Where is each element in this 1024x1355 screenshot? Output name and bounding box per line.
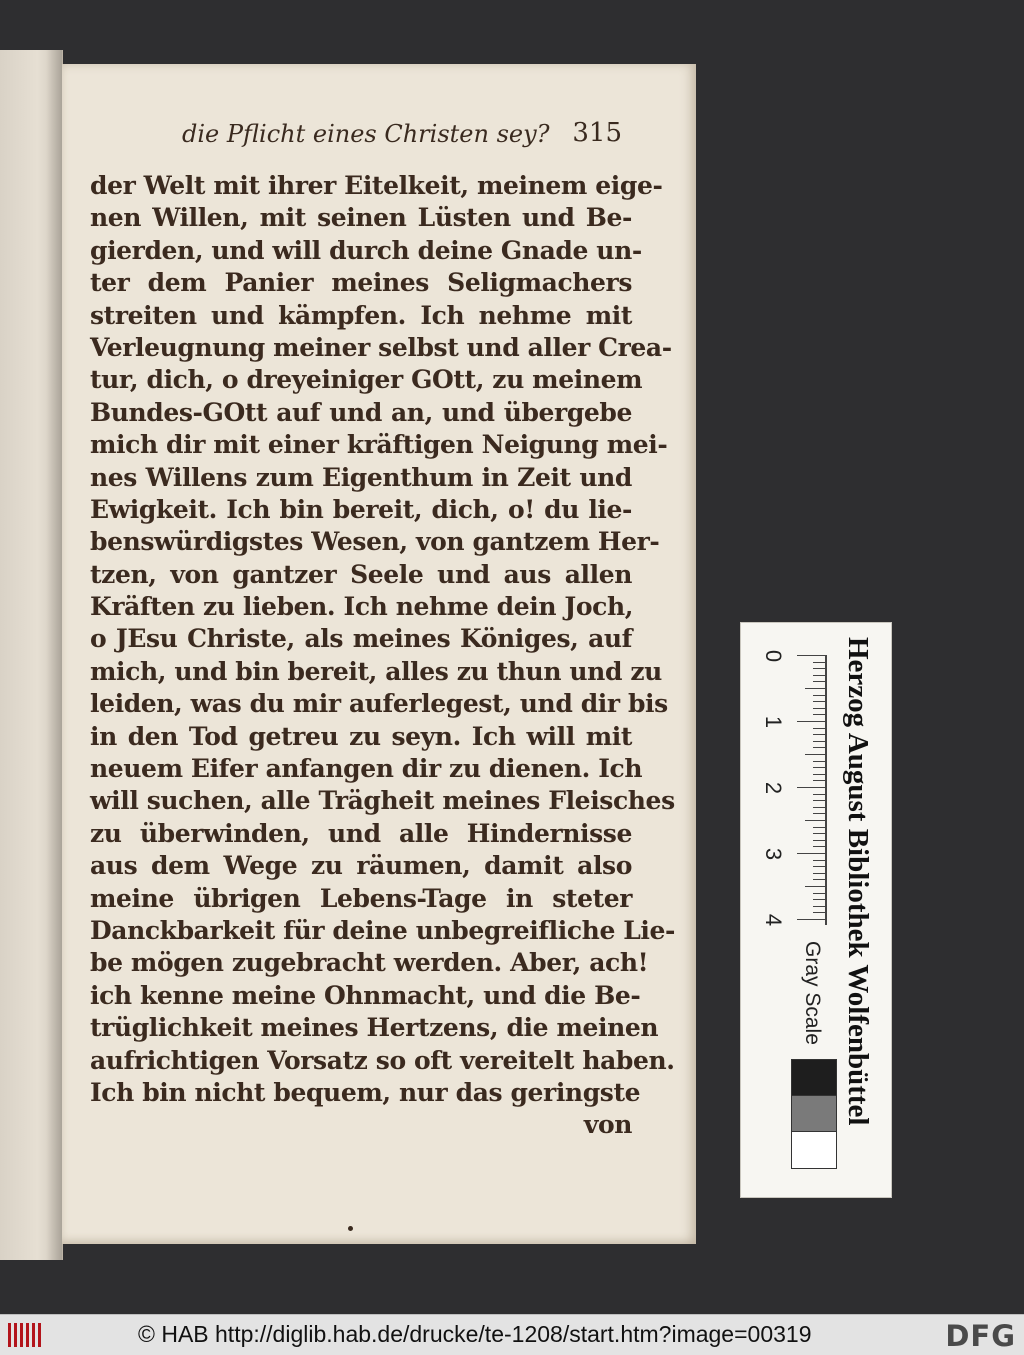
gray-swatch-black — [791, 1059, 837, 1097]
scale-tick — [797, 721, 825, 722]
scale-tick — [813, 873, 825, 874]
text-line: Danckbarkeit für deine unbegreifliche Lie- — [90, 915, 676, 945]
text-line: benswürdigstes Wesen, von gantzem Her- — [90, 527, 660, 557]
text-line: Verleugnung meiner selbst und aller Crea- — [90, 332, 672, 362]
text-line: mich dir mit einer kräftigen Neigung mei- — [90, 430, 668, 460]
scale-tick — [813, 827, 825, 828]
text-line: trüglichkeit meines Hertzens, die meinen — [90, 1013, 659, 1043]
text-line: tur, dich, o dreyeiniger GOtt, zu meinem — [90, 365, 643, 395]
text-line: will suchen, alle Trägheit meines Fleisches — [90, 786, 675, 816]
text-line: streiten und kämpfen. Ich nehme mit — [90, 300, 632, 330]
scale-tick — [813, 840, 825, 841]
text-line: ter dem Panier meines Seligmachers — [90, 268, 632, 298]
text-line: nes Willens zum Eigenthum in Zeit und — [90, 462, 632, 492]
copyright-link[interactable]: © HAB http://diglib.hab.de/drucke/te-1208/start.htm?image=00319 — [138, 1321, 812, 1347]
scale-tick — [813, 662, 825, 663]
scale-tick — [805, 754, 825, 755]
scale-tick — [813, 807, 825, 808]
scale-tick — [805, 820, 825, 821]
running-title: die Pflicht eines Christen sey? — [182, 120, 550, 148]
text-line: neuem Eifer anfangen dir zu dienen. Ich — [90, 754, 643, 784]
scale-number: 1 — [761, 715, 786, 729]
text-line: zu überwinden, und alle Hindernisse — [90, 818, 632, 848]
text-line: mich, und bin bereit, alles zu thun und zu — [90, 656, 662, 686]
scale-number: 2 — [761, 781, 786, 795]
institution-name: Herzog August Bibliothek Wolfenbüttel — [842, 637, 874, 1126]
text-line: aus dem Wege zu räumen, damit also — [90, 851, 632, 881]
scale-axis-line — [825, 655, 827, 925]
scale-tick — [813, 879, 825, 880]
color-scale-ruler — [740, 622, 892, 1198]
scale-tick — [813, 675, 825, 676]
scale-tick — [813, 774, 825, 775]
scale-tick — [813, 708, 825, 709]
catchword: von — [583, 1110, 632, 1140]
scale-tick — [813, 714, 825, 715]
previous-page-edge — [0, 50, 63, 1260]
scale-number: 4 — [761, 913, 786, 927]
scale-tick — [805, 688, 825, 689]
scale-number: 0 — [761, 649, 786, 663]
scale-tick — [813, 912, 825, 913]
page-number: 315 — [572, 118, 622, 148]
text-line: o JEsu Christe, als meines Königes, auf — [90, 624, 632, 654]
scale-tick — [805, 886, 825, 887]
scale-tick — [797, 655, 825, 656]
page-header — [182, 116, 622, 152]
scale-tick — [813, 780, 825, 781]
text-line: nen Willen, mit seinen Lüsten und Be- — [90, 203, 632, 233]
centimeter-scale — [749, 643, 833, 953]
scale-tick — [813, 668, 825, 669]
page-fold-shadow — [46, 50, 62, 1260]
scale-tick — [813, 906, 825, 907]
scale-number: 3 — [761, 847, 786, 861]
scale-tick — [813, 794, 825, 795]
scale-tick — [813, 761, 825, 762]
dfg-logo: DFG — [945, 1319, 1016, 1353]
book-page — [62, 64, 696, 1244]
text-line: meine übrigen Lebens-Tage in steter — [90, 883, 632, 913]
text-line: leiden, was du mir auferlegest, und dir bis — [90, 689, 668, 719]
scale-tick — [797, 919, 825, 920]
text-line: Kräften zu lieben. Ich nehme dein Joch, — [90, 592, 634, 622]
footer-bar — [0, 1314, 1024, 1355]
scale-tick — [813, 846, 825, 847]
scale-tick — [813, 899, 825, 900]
scale-tick — [813, 866, 825, 867]
text-line: be mögen zugebracht werden. Aber, ach! — [90, 948, 649, 978]
scale-tick — [813, 681, 825, 682]
scale-tick — [813, 860, 825, 861]
gray-swatch-mid — [791, 1095, 837, 1133]
text-line: Bundes-GOtt auf und an, und übergebe — [90, 397, 632, 427]
scale-tick — [813, 701, 825, 702]
gray-scale-label: Gray Scale — [801, 941, 824, 1045]
text-line: der Welt mit ihrer Eitelkeit, meinem eige- — [90, 171, 663, 200]
gray-swatch-white — [791, 1131, 837, 1169]
scale-tick — [813, 728, 825, 729]
scale-tick — [813, 800, 825, 801]
text-line: Ich bin nicht bequem, nur das geringste — [90, 1077, 641, 1107]
scale-tick — [813, 893, 825, 894]
scale-tick — [813, 747, 825, 748]
scale-tick — [813, 741, 825, 742]
scale-tick — [813, 767, 825, 768]
text-line: aufrichtigen Vorsatz so oft vereitelt haben. — [90, 1045, 675, 1075]
scale-tick — [813, 813, 825, 814]
scale-tick — [797, 853, 825, 854]
scale-tick — [813, 833, 825, 834]
page-mark-dot — [348, 1226, 353, 1231]
scale-tick — [813, 695, 825, 696]
scale-tick — [797, 787, 825, 788]
body-text — [90, 170, 676, 1142]
text-line: gierden, und will durch deine Gnade un- — [90, 235, 642, 265]
hab-barcode-logo-icon — [6, 1321, 46, 1349]
scale-tick — [813, 734, 825, 735]
text-line: ich kenne meine Ohnmacht, und die Be- — [90, 980, 641, 1010]
text-line: tzen, von gantzer Seele und aus allen — [90, 559, 632, 589]
text-line: in den Tod getreu zu seyn. Ich will mit — [90, 721, 632, 751]
text-line: Ewigkeit. Ich bin bereit, dich, o! du lie- — [90, 494, 632, 524]
